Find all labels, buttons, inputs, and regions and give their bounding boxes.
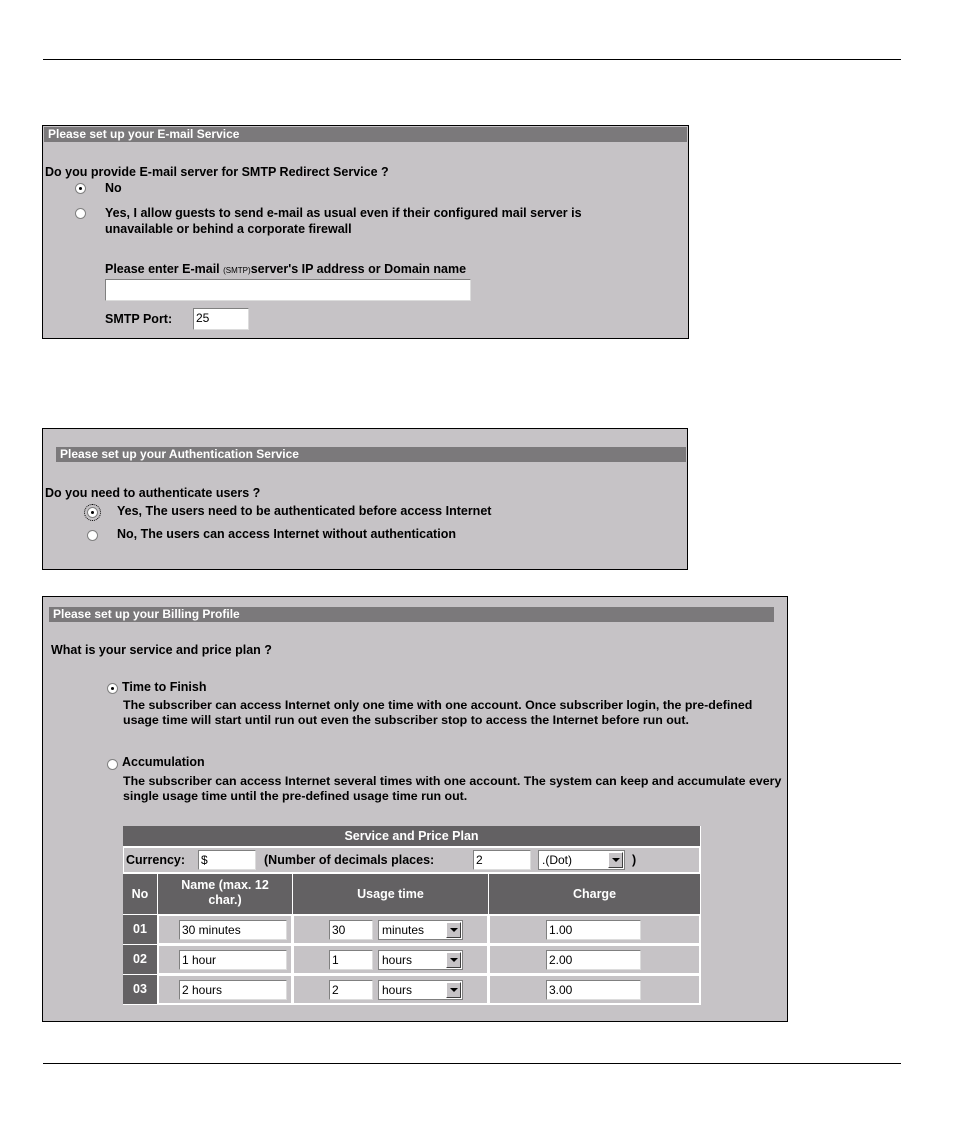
usage-unit-value: minutes (382, 923, 425, 937)
price-plan-title: Service and Price Plan (123, 826, 700, 846)
billing-panel-title: Please set up your Billing Profile (49, 607, 774, 622)
chevron-down-icon (446, 982, 461, 998)
smtp-address-label (105, 262, 466, 278)
header-name: Name (max. 12 char.) (158, 874, 292, 914)
usage-unit-select[interactable] (378, 980, 463, 1000)
row-usage-cell (293, 915, 488, 944)
row-no-cell: 01 (123, 915, 157, 944)
time-to-finish-radio[interactable] (107, 683, 118, 694)
row-charge-cell (489, 975, 700, 1004)
email-service-panel (42, 125, 689, 339)
charge-input[interactable]: 1.00 (546, 920, 641, 940)
close-paren: ) (632, 853, 637, 867)
chevron-down-icon (446, 952, 461, 968)
email-option-no-radio[interactable] (75, 183, 86, 194)
decimals-input[interactable]: 2 (473, 850, 531, 870)
charge-input[interactable]: 2.00 (546, 950, 641, 970)
plan-name-input[interactable]: 1 hour (179, 950, 287, 970)
charge-input[interactable]: 3.00 (546, 980, 641, 1000)
accumulation-radio[interactable] (107, 759, 118, 770)
header-charge: Charge (489, 874, 700, 914)
currency-input[interactable]: $ (198, 850, 256, 870)
top-rule (43, 59, 901, 60)
auth-service-panel (42, 428, 688, 570)
header-no: No (123, 874, 157, 914)
currency-label: Currency: (126, 853, 186, 867)
smtp-address-label-suffix: server's IP address or Domain name (250, 262, 467, 276)
auth-option-no-radio[interactable] (87, 530, 98, 541)
email-option-yes-radio[interactable] (75, 208, 86, 219)
smtp-address-label-small: (SMTP) (223, 266, 251, 275)
chevron-down-icon (446, 922, 461, 938)
row-usage-cell (293, 975, 488, 1004)
auth-option-yes-label: Yes, The users need to be authenticated before access Internet (117, 504, 492, 518)
row-no-cell: 02 (123, 945, 157, 974)
row-name-cell (158, 915, 292, 944)
usage-value-input[interactable]: 30 (329, 920, 373, 940)
row-name-cell (158, 945, 292, 974)
email-panel-title: Please set up your E-mail Service (44, 127, 687, 142)
billing-profile-panel (42, 596, 788, 1022)
email-option-yes-line1: Yes, I allow guests to send e-mail as usual even if their configured mail server is (105, 206, 582, 220)
auth-panel-title: Please set up your Authentication Service (56, 447, 686, 462)
auth-option-no-label: No, The users can access Internet without authentication (117, 527, 456, 541)
usage-value-input[interactable]: 1 (329, 950, 373, 970)
email-option-yes-line2: unavailable or behind a corporate firewall (105, 222, 352, 236)
time-to-finish-description: The subscriber can access Internet only one time with one account. Once subscriber login, the pre-defined usage time will start until run out even the subscriber stop to access the Internet before run out. (123, 698, 753, 727)
bottom-rule (43, 1063, 901, 1064)
usage-unit-value: hours (382, 983, 413, 997)
row-charge-cell (489, 945, 700, 974)
email-question: Do you provide E-mail server for SMTP Redirect Service ? (45, 165, 389, 179)
chevron-down-icon (608, 852, 623, 868)
decimals-label: (Number of decimals places: (264, 853, 435, 867)
header-usage-time: Usage time (293, 874, 488, 914)
smtp-port-label: SMTP Port: (105, 312, 173, 326)
auth-question: Do you need to authenticate users ? (45, 486, 261, 500)
time-to-finish-label: Time to Finish (122, 680, 207, 694)
plan-name-input[interactable]: 30 minutes (179, 920, 287, 940)
price-plan-table (123, 826, 701, 1005)
separator-select-value: .(Dot) (542, 853, 572, 867)
row-name-cell (158, 975, 292, 1004)
separator-select[interactable] (538, 850, 625, 870)
billing-question: What is your service and price plan ? (51, 643, 272, 657)
smtp-address-input[interactable] (105, 279, 471, 301)
row-usage-cell (293, 945, 488, 974)
email-option-no-label: No (105, 181, 122, 195)
usage-unit-select[interactable] (378, 950, 463, 970)
currency-row (123, 847, 700, 873)
usage-value-input[interactable]: 2 (329, 980, 373, 1000)
usage-unit-value: hours (382, 953, 413, 967)
accumulation-description: The subscriber can access Internet several times with one account. The system can keep and accumulate every single usage time until the pre-defined usage time run out. (123, 774, 782, 803)
smtp-address-label-prefix: Please enter E-mail (105, 262, 224, 276)
usage-unit-select[interactable] (378, 920, 463, 940)
smtp-port-input[interactable]: 25 (193, 308, 249, 330)
accumulation-label: Accumulation (122, 755, 205, 769)
row-charge-cell (489, 915, 700, 944)
row-no-cell: 03 (123, 975, 157, 1004)
auth-option-yes-radio[interactable] (87, 507, 98, 518)
plan-name-input[interactable]: 2 hours (179, 980, 287, 1000)
